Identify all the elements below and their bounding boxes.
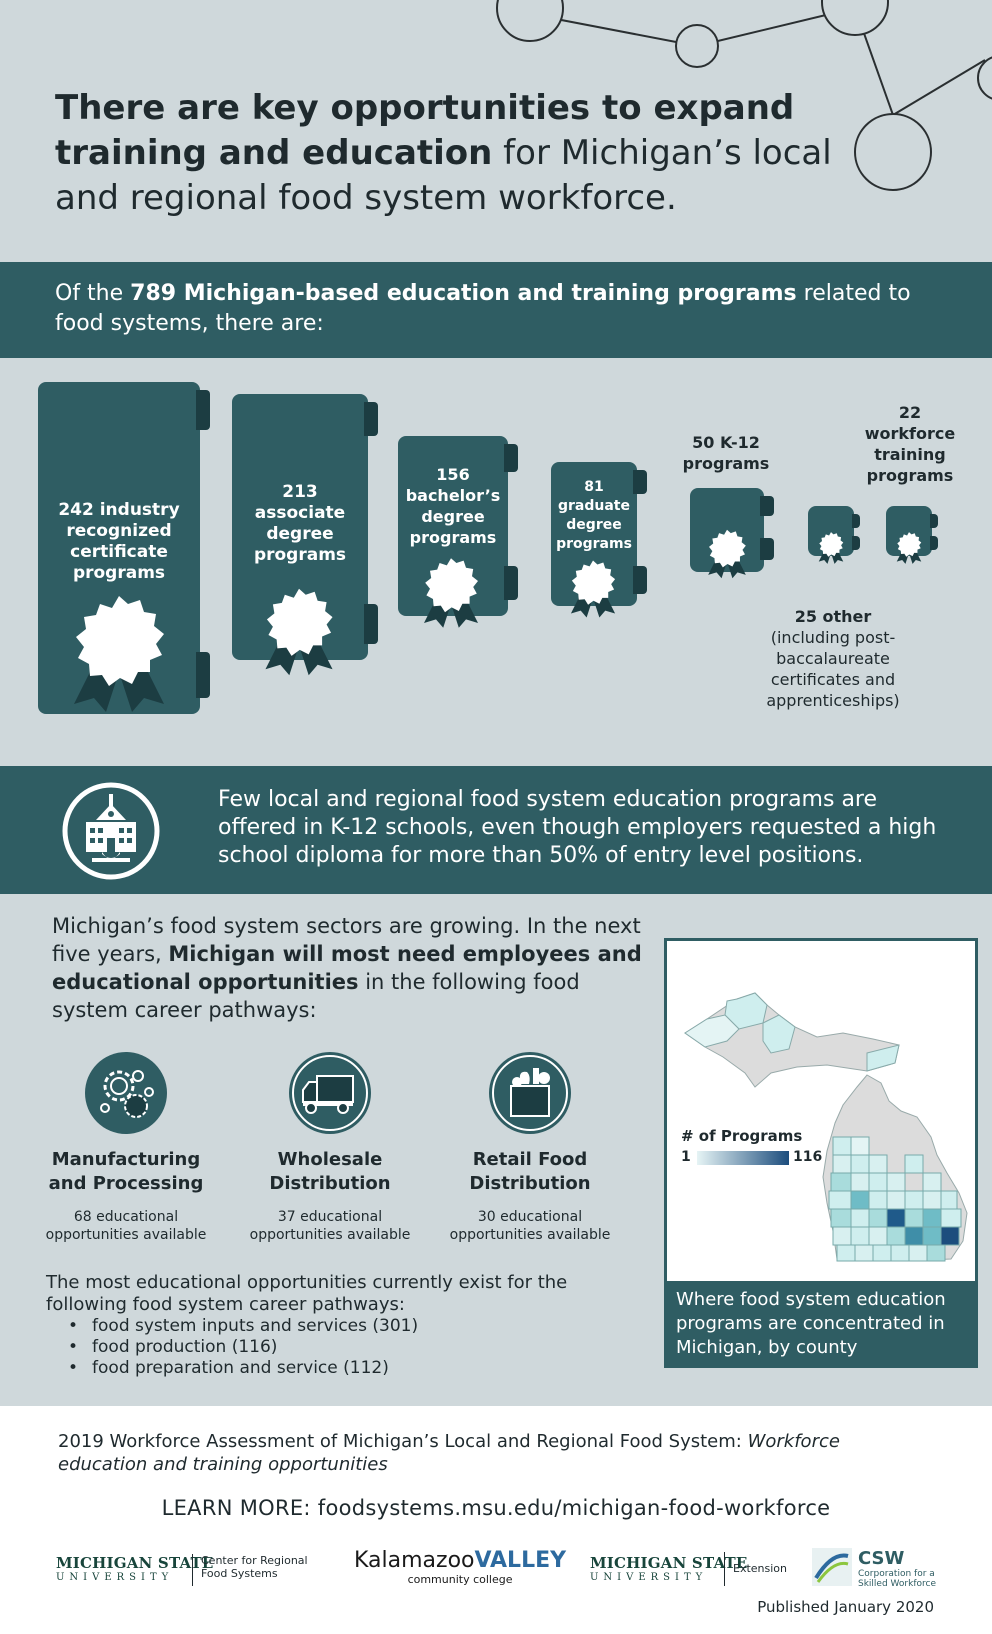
ribbon-seal-icon (258, 584, 340, 680)
pathway-name: Retail Food Distribution (469, 1149, 591, 1194)
list-item: • food system inputs and services (301) (68, 1316, 646, 1337)
msu-sub: UNIVERSITY (56, 1572, 174, 1583)
crfs-name: Center for Regional Food Systems (192, 1554, 332, 1586)
ribbon-seal-icon (64, 594, 174, 714)
most-list (68, 1316, 646, 1379)
learn-more-link[interactable]: LEARN MORE: foodsystems.msu.edu/michigan-food-workforce (161, 1496, 831, 1520)
most-opportunities (46, 1272, 646, 1379)
pathway-count: 68 educational opportunities available (45, 1209, 207, 1243)
legend-min: 1 (681, 1149, 691, 1165)
industry-certificate-label: 242 industry recognized certificate programs (58, 500, 180, 583)
intro-text: Of the 789 Michigan-based education and training programs related to food systems, there are: (55, 281, 911, 336)
ribbon-seal-icon (418, 552, 484, 634)
truck-icon (287, 1050, 373, 1136)
pathway-count: 37 educational opportunities available (249, 1209, 411, 1243)
k12-note: Few local and regional food system education programs are offered in K-12 schools, even though employers requested a high school diploma for more than 50% of entry level positions. (218, 787, 937, 868)
ribbon-seal-icon (704, 526, 750, 582)
source-citation: 2019 Workforce Assessment of Michigan’s Local and Regional Food System: Workforce education and training opportunities (58, 1431, 840, 1475)
gears-icon (83, 1050, 169, 1136)
legend-max: 116 (793, 1149, 823, 1165)
workforce-label: 22 workforce training programs (864, 403, 956, 485)
other-label: 25 other (including post-baccalaureate certificates and apprenticeships) (766, 607, 900, 710)
kvcc-name-b: VALLEY (474, 1548, 567, 1573)
pathways-section (0, 894, 992, 1406)
ribbon-seal-icon (816, 530, 846, 566)
michigan-map (667, 941, 975, 1281)
k12-label: 50 K-12 programs (682, 433, 770, 473)
pathway-manufacturing (36, 1050, 216, 1244)
csw-name: CSW (858, 1548, 905, 1569)
schoolhouse-icon (62, 782, 160, 880)
k12-band (0, 766, 992, 894)
associate-degree-label: 213 associate degree programs (253, 482, 347, 565)
csw-swoosh-icon (812, 1548, 852, 1586)
kvcc-logo (354, 1548, 566, 1586)
pathway-count: 30 educational opportunities available (449, 1209, 611, 1243)
pathway-wholesale (240, 1050, 420, 1244)
msu-sub: UNIVERSITY (590, 1572, 708, 1583)
page-title: There are key opportunities to expand training and education for Michigan’s local and regional food system workforce. (55, 88, 832, 218)
michigan-map-panel (664, 938, 978, 1368)
kvcc-name-a: Kalamazoo (354, 1548, 475, 1573)
pathway-name: Manufacturing and Processing (48, 1149, 204, 1194)
pathway-name: Wholesale Distribution (269, 1149, 391, 1194)
msu-name: MICHIGAN STATE (590, 1554, 748, 1572)
legend-gradient (697, 1151, 789, 1165)
pathway-retail (440, 1050, 620, 1244)
msu-crfs-logo (56, 1554, 214, 1583)
footer (0, 1406, 992, 1634)
hero-section (0, 0, 992, 262)
grocery-bag-icon (487, 1050, 573, 1136)
growing-text: Michigan’s food system sectors are growing. In the next five years, Michigan will most need employees and educational opportunities in the following food system career pathways: (52, 914, 642, 1022)
kvcc-sub: community college (407, 1573, 513, 1586)
legend-title: # of Programs (681, 1127, 803, 1145)
list-item: • food preparation and service (112) (68, 1358, 646, 1379)
county-map (667, 941, 975, 1281)
graduate-degree-label: 81 graduate degree programs (556, 479, 632, 552)
program-counts-section (0, 358, 992, 766)
csw-sub: Corporation for a Skilled Workforce (858, 1569, 936, 1589)
ribbon-seal-icon (566, 556, 620, 622)
map-caption: Where food system education programs are concentrated in Michigan, by county (676, 1289, 946, 1358)
most-intro: The most educational opportunities currently exist for the following food system career pathways: (46, 1272, 568, 1315)
bachelor-degree-label: 156 bachelor’s degree programs (405, 465, 501, 547)
extension-name: Extension (724, 1552, 787, 1586)
msu-name: MICHIGAN STATE (56, 1554, 214, 1572)
published-date: Published January 2020 (757, 1598, 934, 1616)
intro-band (0, 262, 992, 358)
ribbon-seal-icon (894, 530, 924, 566)
list-item: • food production (116) (68, 1337, 646, 1358)
